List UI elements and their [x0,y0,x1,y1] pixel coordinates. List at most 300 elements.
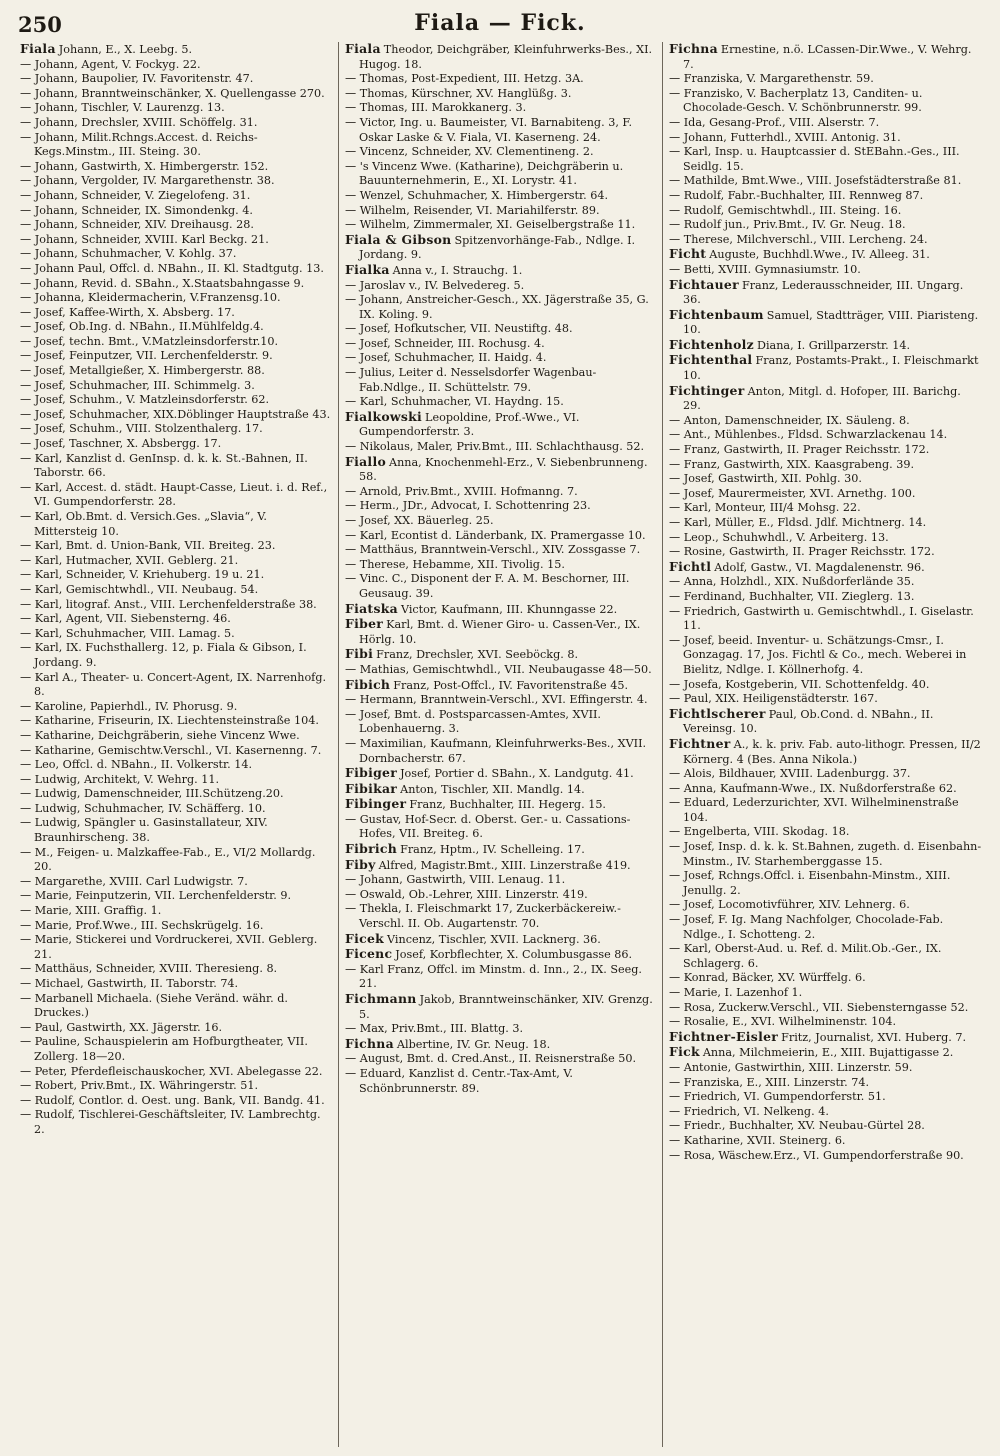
ditto-dash: — [20,334,35,348]
entry-text: Thomas, Post-Expedient, III. Hetzg. 3A. [359,72,584,86]
ditto-dash: — [669,825,684,839]
entry-text: Michael, Gastwirth, II. Taborstr. 74. [34,977,239,990]
directory-entry [345,572,658,601]
ditto-dash: — [20,933,35,947]
entry-text: Anton, Damenschneider, IX. Säuleng. 8. [683,413,910,427]
entry-text: Rosalie, E., XVI. Wilhelminenstr. 104. [683,1015,897,1029]
entry-text: Karl Franz, Offcl. im Minstm. d. Inn., 2., IX. Seeg. 21. [359,962,642,991]
ditto-dash: — [669,86,684,100]
entry-text: Vinc. C., Disponent der F. A. M. Beschorner, III. Geusaug. 39. [359,572,630,600]
ditto-dash: — [669,457,684,471]
ditto-dash: — [669,575,684,589]
entry-text: Karl, Schneider, V. Kriehuberg. 19 u. 21. [34,568,265,582]
entry-text: Karl, litograf. Anst., VIII. Lerchenfelderstraße 38. [34,597,317,611]
ditto-dash: — [20,758,35,772]
entry-surname: Fiby [345,856,376,872]
directory-entry [20,700,334,715]
entry-surname: Fichtenbaum [669,306,764,322]
ditto-dash: — [20,276,35,290]
column-left [14,42,338,1447]
ditto-dash: — [20,728,35,742]
entry-text: Karl, Monteur, III/4 Mohsg. 22. [683,501,861,515]
entry-text: Anna, Kaufmann-Wwe., IX. Nußdorferstraße 62. [683,781,957,795]
directory-entry [20,816,334,845]
directory-entry [669,796,982,825]
directory-entry [669,145,982,174]
entry-text: Ludwig, Schuhmacher, IV. Schäfferg. 10. [34,801,266,815]
entry-text: Ernestine, n.ö. LCassen-Dir.Wwe., V. Wehrg. 7. [683,43,972,71]
ditto-dash: — [669,1060,684,1074]
ditto-dash: — [345,484,360,498]
entry-surname: Fiala [20,42,56,56]
directory-entry [345,543,658,558]
ditto-dash: — [20,1064,35,1078]
entry-text: Johann, Agent, V. Fockyg. 22. [34,57,201,71]
directory-entry [345,797,658,813]
entry-text: Johanna, Kleidermacherin, V.Franzensg.10. [34,291,281,305]
entry-surname: Fiala & Gibson [345,231,452,247]
entry-text: Josef, Kaffee-Wirth, X. Absberg. 17. [34,305,235,319]
directory-entry [20,481,334,510]
directory-entry [669,825,982,840]
directory-entry [345,410,658,440]
directory-entry [345,279,658,294]
ditto-dash: — [20,451,35,465]
ditto-dash: — [20,305,35,319]
ditto-dash: — [20,553,35,567]
directory-entry [345,101,658,116]
directory-entry [345,293,658,322]
directory-entry [669,338,982,354]
entry-text: Friedrich, Gastwirth u. Gemischtwhdl., I. Giselastr. 11. [683,604,974,633]
entry-text: Karl, Oberst-Aud. u. Ref. d. Milit.Ob.-Ger., IX. Schlagerg. 6. [683,942,942,970]
entry-text: Karl, IX. Fuchsthallerg. 12, p. Fiala & Gibson, I. Jordang. 9. [34,641,307,669]
directory-entry [20,641,334,670]
entry-surname: Fibi [345,646,374,662]
entry-text: Johann, Vergolder, IV. Margarethenstr. 38. [34,174,275,188]
ditto-dash: — [20,378,35,392]
ditto-dash: — [20,845,35,859]
entry-text: Friedrich, VI. Gumpendorferstr. 51. [683,1090,886,1104]
directory-entry [20,1065,334,1080]
entry-text: Leopoldine, Prof.-Wwe., VI. Gumpendorferstr. 3. [359,410,580,439]
entry-text: Josef, Schuhm., V. Matzleinsdorferstr. 62. [34,393,270,407]
ditto-dash: — [669,767,684,781]
directory-entry [345,1022,658,1037]
entry-text: Josef, Feinputzer, VII. Lerchenfelderstr. 9. [34,349,273,363]
ditto-dash: — [20,641,35,655]
directory-entry [20,962,334,977]
directory-entry [20,977,334,992]
directory-entry [669,353,982,383]
ditto-dash: — [345,662,360,676]
entry-text: Vincenz, Schneider, XV. Clementineng. 2. [359,145,594,159]
entry-text: Franz, Buchhalter, III. Hegerg. 15. [409,798,606,812]
directory-entry [345,858,658,874]
directory-entry [345,189,658,204]
ditto-dash: — [669,898,684,912]
directory-entry [669,308,982,338]
ditto-dash: — [345,145,360,159]
entry-text: Oswald, Ob.-Lehrer, XIII. Linzerstr. 419. [359,887,588,901]
ditto-dash: — [345,86,360,100]
ditto-dash: — [669,692,684,706]
entry-text: Rosa, Zuckerw.Verschl., VII. Siebensterngasse 52. [683,1000,969,1014]
directory-entry [669,575,982,590]
directory-entry [345,395,658,410]
directory-entry [669,42,982,72]
ditto-dash: — [20,1079,35,1093]
directory-entry [345,842,658,858]
directory-entry [20,72,334,87]
entry-text: Vincenz, Tischler, XVII. Lacknerg. 36. [387,932,601,946]
entry-text: Anna v., I. Strauchg. 1. [392,263,523,277]
directory-entry [20,510,334,539]
ditto-dash: — [20,626,35,640]
entry-text: Johann, Anstreicher-Gesch., XX. Jägerstraße 35, G. IX. Koling. 9. [359,293,649,321]
entry-text: Arnold, Priv.Bmt., XVIII. Hofmanng. 7. [359,484,578,498]
directory-entry [20,131,334,160]
entry-text: A., k. k. priv. Fab. auto-lithogr. Pressen, II/2 Körnerg. 4 (Bes. Anna Nikola.) [683,737,981,766]
entry-text: Anna, Milchmeierin, E., XIII. Bujattigasse 2. [702,1046,954,1060]
entry-text: Victor, Kaufmann, III. Khunngasse 22. [400,602,618,616]
ditto-dash: — [345,1066,360,1080]
ditto-dash: — [20,261,35,275]
directory-entry [345,1037,658,1053]
ditto-dash: — [20,1093,35,1107]
directory-entry [669,590,982,605]
directory-entry [20,627,334,642]
entry-text: Marbanell Michaela. (Siehe Veränd. währ. d. Druckes.) [34,991,288,1020]
directory-entry [345,558,658,573]
directory-entry [669,560,982,576]
entry-surname: Fick [669,1044,700,1060]
ditto-dash: — [20,188,35,202]
entry-text: Mathilde, Bmt.Wwe., VIII. Josefstädterstraße 81. [683,174,962,188]
directory-entry [669,692,982,707]
entry-text: Katharine, Gemischtw.Verschl., VI. Kasernenng. 7. [34,743,322,757]
entry-text: Robert, Priv.Bmt., IX. Währingerstr. 51. [34,1079,259,1093]
directory-entry [669,782,982,797]
directory-entry [20,612,334,627]
entry-surname: Fichtenholz [669,336,754,352]
entry-surname: Fiallo [345,453,387,469]
entry-text: Betti, XVIII. Gymnasiumstr. 10. [683,262,861,276]
entry-text: Johann, Milit.Rchngs.Accest. d. Reichs-Kegs.Minstm., III. Steing. 30. [34,130,258,159]
ditto-dash: — [669,486,684,500]
entry-text: Therese, Hebamme, XII. Tivolig. 15. [359,557,565,571]
entry-text: Alfred, Magistr.Bmt., XIII. Linzerstraße 419. [378,858,631,872]
ditto-dash: — [20,364,35,378]
directory-entry [20,291,334,306]
entry-text: Antonie, Gastwirthin, XIII. Linzerstr. 59. [683,1060,913,1074]
directory-entry [20,233,334,248]
directory-entry [20,452,334,481]
ditto-dash: — [20,57,35,71]
directory-entry [20,889,334,904]
ditto-dash: — [20,510,35,523]
directory-entry [669,1015,982,1030]
directory-entry [20,335,334,350]
entry-text: Karl, Bmt. d. Union-Bank, VII. Breiteg. 23. [34,539,276,553]
ditto-dash: — [669,530,684,544]
entry-text: Johann, Futterhdl., XVIII. Antonig. 31. [683,130,901,144]
ditto-dash: — [20,480,35,494]
entry-text: Gustav, Hof-Secr. d. Oberst. Ger.- u. Cassations-Hofes, VII. Breiteg. 6. [359,812,631,841]
directory-entry [20,846,334,875]
directory-entry [669,1119,982,1134]
directory-entry [20,992,334,1021]
ditto-dash: — [20,772,35,786]
directory-entry [669,1076,982,1091]
ditto-dash: — [669,232,684,246]
directory-entry [669,247,982,263]
entry-text: Josef, beeid. Inventur- u. Schätzungs-Cmsr., I. Gonzagag. 17, Jos. Fichtl & Co., mech. Weberei in Bielitz, Ndlge. I. Köllnerhofg. 4. [683,633,967,676]
ditto-dash: — [345,543,360,557]
entry-text: Wilhelm, Zimmermaler, XI. Geiselbergstraße 11. [359,218,636,232]
entry-surname: Fichna [345,1035,394,1051]
entry-text: Auguste, Buchhdl.Wwe., IV. Alleeg. 31. [709,248,930,262]
ditto-dash: — [20,393,35,407]
directory-entry [20,262,334,277]
directory-entry [20,773,334,788]
ditto-dash: — [20,816,35,830]
directory-entry [20,933,334,962]
ditto-dash: — [345,736,360,750]
directory-entry [345,873,658,888]
entry-text: Katharine, Deichgräberin, siehe Vincenz Wwe. [34,728,300,742]
directory-entry [345,782,658,798]
ditto-dash: — [669,115,684,129]
entry-text: Paul, XIX. Heiligenstädterstr. 167. [683,692,878,706]
entry-text: Josef, Taschner, X. Absbergg. 17. [34,437,222,451]
directory-entry [669,384,982,414]
ditto-dash: — [669,1148,684,1162]
entry-text: Karl, Kanzlist d. GenInsp. d. k. k. St.-Bahnen, II. Taborstr. 66. [34,451,308,480]
entry-text: Johann, Schneider, XVIII. Karl Beckg. 21. [34,232,269,246]
ditto-dash: — [669,413,684,427]
ditto-dash: — [345,572,360,586]
ditto-dash: — [345,278,360,292]
ditto-dash: — [669,1119,684,1133]
directory-entry [345,218,658,233]
entry-surname: Ficht [669,246,707,262]
directory-entry [669,233,982,248]
directory-entry [345,514,658,529]
entry-text: Spitzenvorhänge-Fab., Ndlge. I. Jordang. 9. [359,233,636,262]
directory-entry [20,320,334,335]
ditto-dash: — [345,707,360,721]
ditto-dash: — [345,188,360,202]
directory-entry [669,131,982,146]
directory-entry [20,116,334,131]
directory-entry [345,322,658,337]
directory-entry [669,1149,982,1164]
ditto-dash: — [345,693,360,707]
entry-text: Karl, Hutmacher, XVII. Geblerg. 21. [34,553,239,567]
entry-text: Jaroslav v., IV. Belvedereg. 5. [359,278,525,292]
entry-text: Rudolf jun., Priv.Bmt., IV. Gr. Neug. 18. [683,218,906,232]
ditto-dash: — [20,743,35,757]
directory-entry [669,913,982,942]
running-head: Fiala — Fick. [414,10,586,36]
ditto-dash: — [20,874,35,888]
directory-entry [345,617,658,647]
entry-text: Rudolf, Tischlerei-Geschäftsleiter, IV. Lambrechtg. 2. [34,1108,321,1136]
directory-entry [20,671,334,700]
ditto-dash: — [20,174,35,188]
entry-text: Thomas, III. Marokkanerg. 3. [359,101,527,115]
ditto-dash: — [20,714,35,728]
entry-surname: Fibinger [345,796,407,812]
directory-entry [345,678,658,694]
entry-text: Johann, Schuhmacher, V. Kohlg. 37. [34,247,237,261]
entry-text: Josef, Insp. d. k. k. St.Bahnen, zugeth. d. Eisenbahn-Minstm., IV. Starhemberggasse 15. [683,840,982,868]
directory-entry [20,306,334,321]
directory-entry [669,204,982,219]
ditto-dash: — [20,568,35,582]
entry-text: Theodor, Deichgräber, Kleinfuhrwerks-Bes., XI. Hugog. 18. [359,43,653,71]
entry-surname: Fibikar [345,780,398,796]
ditto-dash: — [345,440,360,454]
entry-text: Josef, Schuhmacher, III. Schimmelg. 3. [34,378,255,392]
entry-surname: Fichtauer [669,276,739,292]
directory-entry [345,663,658,678]
entry-text: Marie, Prof.Wwe., III. Sechskrügelg. 16. [34,918,264,932]
entry-text: Karl, Müller, E., Fldsd. Jdlf. Michtnerg. 14. [683,516,927,529]
entry-text: Josefa, Kostgeberin, VII. Schottenfeldg. 40. [683,677,930,691]
entry-text: Johann, Schneider, V. Ziegelofeng. 31. [34,188,251,202]
directory-entry [345,440,658,455]
entry-text: Diana, I. Grillparzerstr. 14. [757,338,911,352]
directory-entry [20,437,334,452]
directory-entry [345,529,658,544]
entry-text: Hermann, Branntwein-Verschl., XVI. Effingerstr. 4. [359,693,648,707]
entry-text: 's Vincenz Wwe. (Katharine), Deichgräberin u. Bauunternehmerin, E., XI. Lorystr. 41. [359,159,624,188]
entry-text: Josef, Schneider, III. Rochusg. 4. [359,336,545,350]
directory-entry [669,87,982,116]
entry-text: Franz, Hptm., IV. Schelleing. 17. [400,843,585,857]
ditto-dash: — [669,203,684,217]
entry-text: Friedr., Buchhalter, XV. Neubau-Gürtel 28. [683,1119,925,1133]
directory-entry [669,986,982,1001]
ditto-dash: — [669,971,684,985]
directory-entry [345,888,658,903]
entry-text: Johann, Gastwirth, VIII. Lenaug. 11. [359,873,566,887]
directory-entry [20,58,334,73]
entry-text: Josef, Schuhmacher, XIX.Döblinger Hauptstraße 43. [34,407,331,421]
directory-entry [669,898,982,913]
entry-text: Josef, Portier d. SBahn., X. Landgutg. 41. [400,767,634,781]
ditto-dash: — [345,1052,360,1066]
ditto-dash: — [20,962,35,976]
directory-entry [669,189,982,204]
entry-surname: Fiber [345,616,384,632]
ditto-dash: — [669,1133,684,1147]
entry-text: Albertine, IV. Gr. Neug. 18. [396,1037,551,1051]
entry-text: Paul, Ob.Cond. d. NBahn., II. Vereinsg. 10. [683,707,934,736]
directory-entry [669,263,982,278]
directory-entry [669,767,982,782]
directory-entry [669,414,982,429]
entry-text: Anton, Mitgl. d. Hofoper, III. Barichg. 29. [683,384,961,413]
ditto-dash: — [669,262,684,276]
ditto-dash: — [345,115,360,129]
directory-entry [20,539,334,554]
entry-text: Karl, Insp. u. Hauptcassier d. StEBahn.-Ges., III. Seidlg. 15. [683,145,960,173]
ditto-dash: — [669,516,684,529]
entry-text: Marie, XIII. Graffig. 1. [34,904,162,918]
entry-text: Franz, Post-Offcl., IV. Favoritenstraße 45. [393,678,629,692]
entry-text: Rudolf, Gemischtwhdl., III. Steing. 16. [683,203,902,217]
entry-text: Karl, Gemischtwhdl., VII. Neubaug. 54. [34,582,259,596]
ditto-dash: — [669,986,684,999]
directory-entry [669,174,982,189]
ditto-dash: — [669,188,684,202]
entry-text: Josef, F. Ig. Mang Nachfolger, Chocolade-Fab. Ndlge., I. Schotteng. 2. [683,913,944,941]
directory-entry [345,87,658,102]
entry-text: Karl, Accest. d. städt. Haupt-Casse, Lieut. i. d. Ref., VI. Gumpendorferstr. 28. [34,480,328,509]
ditto-dash: — [669,913,684,927]
entry-text: Konrad, Bäcker, XV. Würffelg. 6. [683,971,866,985]
entry-text: Josef, Bmt. d. Postsparcassen-Amtes, XVII. Lobenhauerng. 3. [359,707,601,736]
directory-entry [345,1052,658,1067]
column-middle [338,42,662,1447]
directory-entry [669,942,982,971]
entry-surname: Fibich [345,676,391,692]
directory-entry [345,1067,658,1096]
ditto-dash: — [345,514,360,527]
directory-entry [345,337,658,352]
directory-entry [345,116,658,145]
directory-entry [20,904,334,919]
directory-entry [345,72,658,87]
entry-text: Ludwig, Damenschneider, III.Schützeng.20. [34,787,284,801]
directory-entry [669,501,982,516]
ditto-dash: — [20,904,35,918]
directory-entry [345,947,658,963]
ditto-dash: — [20,320,35,334]
entry-text: Thomas, Kürschner, XV. Hanglüßg. 3. [359,86,572,100]
entry-surname: Fialkowski [345,408,423,424]
entry-surname: Fichna [669,42,718,56]
ditto-dash: — [20,1108,35,1122]
directory-entry [669,1090,982,1105]
directory-entry [669,72,982,87]
entry-surname: Fichtenthal [669,352,753,368]
directory-entry [669,116,982,131]
ditto-dash: — [669,218,684,232]
ditto-dash: — [20,889,35,903]
directory-entry [20,174,334,189]
directory-entry [20,919,334,934]
entry-text: Johann, Tischler, V. Laurenzg. 13. [34,101,225,115]
entry-text: Josef, Maurermeister, XVI. Arnethg. 100. [683,486,916,500]
ditto-dash: — [345,72,360,86]
entry-text: Rudolf, Contlor. d. Oest. ung. Bank, VII. Bandg. 41. [34,1093,325,1107]
ditto-dash: — [20,801,35,815]
page-number: 250 [18,12,62,37]
directory-entry [345,499,658,514]
ditto-dash: — [669,472,684,486]
ditto-dash: — [345,873,360,887]
directory-entry [345,485,658,500]
directory-entry [20,204,334,219]
entry-text: Ant., Mühlenbes., Fldsd. Schwarzlackenau 14. [683,428,948,442]
entry-text: Herm., JDr., Advocat, I. Schottenring 23. [359,499,591,513]
ditto-dash: — [669,633,684,647]
ditto-dash: — [669,604,684,618]
